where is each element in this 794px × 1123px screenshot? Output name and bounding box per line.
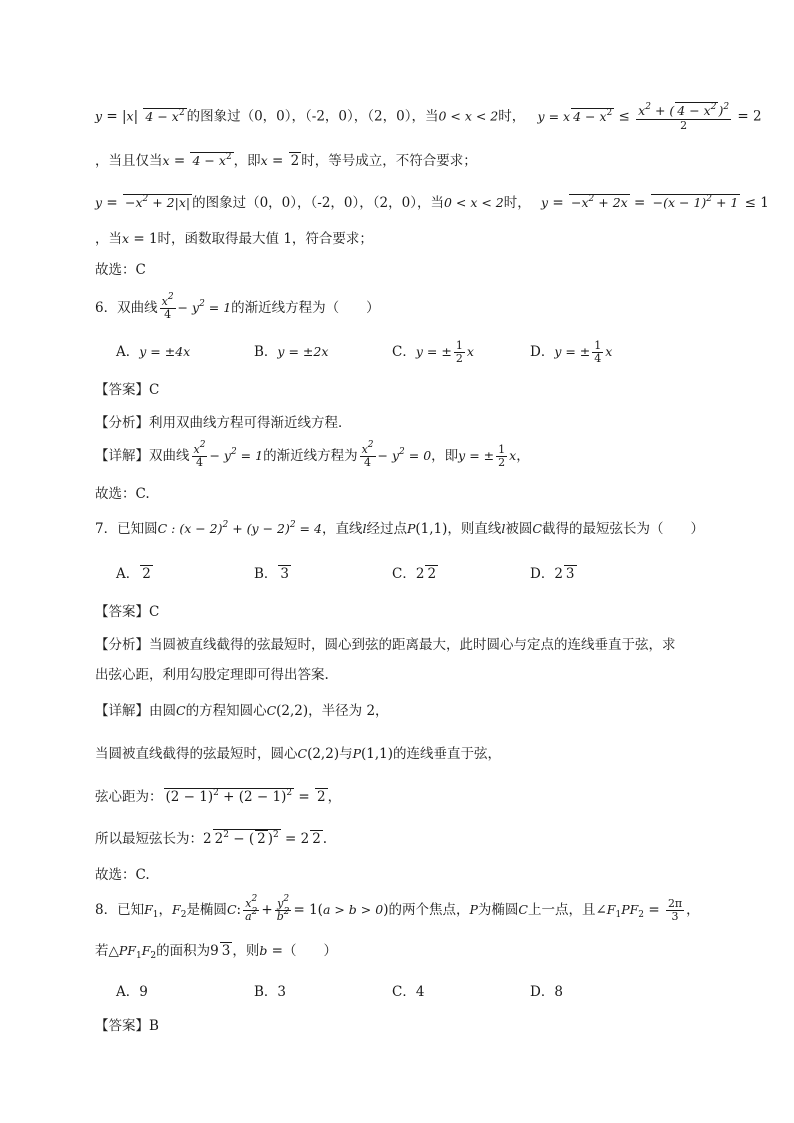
q7-detail-3: 弦心距为： $(2 - 1)^2 + (2 - 1)^2 = 2$ ， <box>95 788 342 805</box>
q7-choose: 故选：C. <box>95 867 150 883</box>
text-span: 【详解】由圆 <box>95 703 176 719</box>
text-span: （ ） <box>282 943 337 959</box>
text-span: 的渐近线方程为（ ） <box>231 300 380 316</box>
text-span: ，半径为 2， <box>308 703 389 719</box>
text-span: ，即 <box>233 153 261 169</box>
text-span: 为椭圆 <box>477 902 519 918</box>
q7-analysis-1: 【分析】当圆被直线截得的弦最短时，圆心到弦的距离最大，此时圆心与定点的连线垂直于弦，求 <box>95 637 676 653</box>
text-span: 上一点，且 <box>527 902 596 918</box>
text-span: 当圆被直线截得的弦最短时，圆心 <box>95 746 298 762</box>
q6-detail: 【详解】双曲线 $\frac{x^2}{4}$ − $y^2 = 1$的渐近线方程为 $\frac{x^2}{4}$ − $y^2 = 0$，即y = ± $\frac{1}{2}$ x， <box>95 440 530 469</box>
text-span: ，则 <box>232 943 260 959</box>
q8-option-a: A．9 <box>116 984 148 1000</box>
text-span: C． <box>392 566 416 582</box>
q6-answer: 【答案】C <box>95 382 160 398</box>
q6-option-a: A．y = ±4x <box>116 344 191 360</box>
q6-option-b: B．y = ±2x <box>254 344 329 360</box>
text-span: 时，等号成立，不符合要求； <box>301 153 477 169</box>
q7-detail-4: 所以最短弦长为：2 $2^2$ − ( 2 )$^2$ = 2 2 . <box>95 830 328 847</box>
q7-options <box>116 563 734 585</box>
text-span: 与 <box>339 746 353 762</box>
q7-detail-2: 当圆被直线截得的弦最短时，圆心C(2,2)与P(1,1)的连线垂直于弦， <box>95 746 502 762</box>
text-span: C． <box>392 344 416 360</box>
q8-options <box>116 981 734 1003</box>
q7-detail-1: 【详解】由圆C的方程知圆心C(2,2)，半径为 2， <box>95 703 389 719</box>
text-span: 时， <box>498 108 526 125</box>
q8-option-b: B．3 <box>254 984 287 1000</box>
q7-answer: 【答案】C <box>95 604 160 620</box>
q7-option-d: D．2 3 <box>530 566 575 582</box>
text-span: 经过点 <box>366 521 407 537</box>
text-span: 7．已知圆 <box>95 521 158 537</box>
text-span: 【详解】双曲线 <box>95 448 190 464</box>
text-span: 8．已知 <box>95 902 145 918</box>
q7-option-b: B． 3 <box>254 566 290 582</box>
q6-choose: 故选：C. <box>95 486 150 502</box>
text-span: 的方程知圆心 <box>185 703 267 719</box>
text-span: A． <box>116 344 140 360</box>
text-span: 截得的最短弦长为（ ） <box>541 521 704 537</box>
q7-stem: 7．已知圆C : $(x - 2)^2 + (y - 2)^2 = 4$，直线l经过点P(1,1)，则直线l被圆C截得的最短弦长为（ ） <box>95 520 704 537</box>
text-span: ，当 <box>95 231 122 247</box>
text-span: D． <box>530 344 555 360</box>
q6-options <box>116 340 734 365</box>
text-span: 时， <box>503 195 531 211</box>
text-span: 的两个焦点， <box>388 902 470 918</box>
q7-option-c: C．2 2 <box>392 566 437 582</box>
q7-analysis-2: 出弦心距，利用勾股定理即可得出答案. <box>95 667 329 683</box>
text-span: ，则直线 <box>447 521 502 537</box>
q6-option-c: C．y = ± $\frac{1}{2}$ x <box>392 339 474 365</box>
text-span: A． <box>116 566 140 582</box>
text-span: B． <box>254 344 278 360</box>
text-span: 被圆 <box>505 521 533 537</box>
q8-option-c: C．4 <box>392 984 425 1000</box>
text-span: 的连线垂直于弦， <box>393 746 502 762</box>
text-span: 所以最短弦长为： <box>95 831 203 847</box>
text-span: 6．双曲线 <box>95 300 158 316</box>
choose-line: 故选：C <box>95 262 146 278</box>
text-span: 是椭圆 <box>186 902 227 918</box>
text-line-3: $y = -x^2 + 2|x|$ 的图象过（0，0），（-2，0），（2，0），当0 < x < 2时， $y = -x^2 + 2x = -(x - 1)^2 + 1 \le 1$ <box>95 194 769 211</box>
text-span: B． <box>254 566 278 582</box>
text-line-1: y = |x| $4 - x^2$ 的图象过（0，0），（-2，0），（2，0），当0 < x < 2时， y = x $4 - x^2$ ≤ $\frac{x^2 + ( 4 - x^2 )^2}{2}$ = 2 <box>95 102 762 132</box>
text-span: ， <box>516 448 530 464</box>
q6-stem: 6．双曲线 $\frac{x^2}{4}$ − $y^2 = 1$的渐近线方程为（ ） <box>95 292 380 321</box>
text-line-2: ，当且仅当$x = 4 - x^2$ ，即x = 2 时，等号成立，不符合要求； <box>95 152 477 169</box>
text-span: ，直线 <box>321 521 363 537</box>
text-line-4: ，当x = 1时，函数取得最大值 1，符合要求； <box>95 231 373 247</box>
q7-option-a: A． 2 <box>116 566 151 582</box>
text-span: ， <box>158 902 173 918</box>
text-span: ，即 <box>431 448 459 464</box>
q8-stem: 8．已知$F_1$，$F_2$是椭圆C: $\frac{x^2}{a^2}$ + $\frac{y^2}{b^2}$ = 1(a > b > 0)的两个焦点，P为椭圆C上一点，且$\angle F_1PF_2$ = $\frac{2\pi}{3}$ ， <box>95 894 700 923</box>
text-span: 的图象过（0，0），（-2，0），（2，0），当 <box>186 108 439 125</box>
text-span: 的渐近线方程为 <box>263 448 358 464</box>
q8-stem-2: 若$\triangle PF_1F_2$的面积为9 3 ，则b =（ ） <box>95 943 337 961</box>
text-span: 若△ <box>95 943 119 959</box>
text-span: 的面积为 <box>156 943 211 959</box>
q8-answer: 【答案】B <box>95 1018 159 1034</box>
text-span: ，当且仅当 <box>95 153 163 169</box>
q8-option-d: D．8 <box>530 984 563 1000</box>
text-span: 的图象过（0，0），（-2，0），（2，0），当 <box>192 195 444 211</box>
q6-analysis: 【分析】利用双曲线方程可得渐近线方程． <box>95 415 352 431</box>
q6-option-d: D．y = ± $\frac{1}{4}$ x <box>530 339 613 365</box>
text-span: 时，函数取得最大值 1，符合要求； <box>157 231 373 247</box>
text-span: ， <box>686 902 700 918</box>
text-span: D． <box>530 566 555 582</box>
text-span: 弦心距为： <box>95 789 163 805</box>
